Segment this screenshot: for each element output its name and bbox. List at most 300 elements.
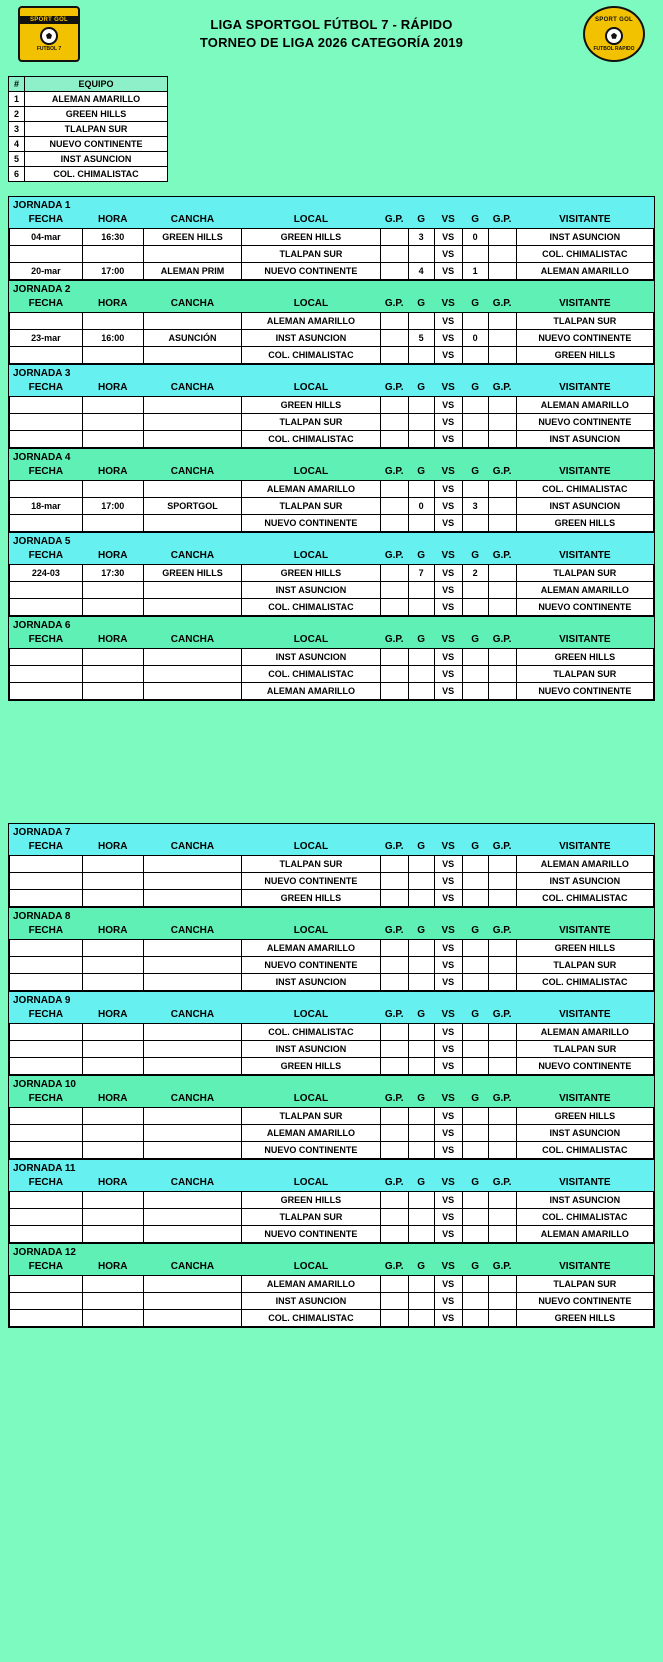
home-team: NUEVO CONTINENTE [242,263,380,280]
vs-label: VS [434,1192,462,1209]
home-goals: 0 [408,498,434,515]
match-field: GREEN HILLS [143,565,242,582]
home-goals [408,1142,434,1159]
table-row [10,599,654,616]
match-time [82,414,143,431]
jornada-schedule-table [9,381,654,448]
column-header-away-gp: G.P. [492,214,512,225]
jornada-schedule-table [9,1260,654,1327]
column-header-home-team: LOCAL [293,841,329,852]
vs-label: VS [434,330,462,347]
column-header-match-date: FECHA [28,214,64,225]
home-gp [380,397,408,414]
column-header-home-goals: G [417,841,426,852]
match-field [143,1293,242,1310]
home-gp [380,246,408,263]
column-header-away-team: VISITANTE [559,298,611,309]
match-date [10,1125,83,1142]
column-header-match-time: HORA [97,298,128,309]
column-header-match-field: CANCHA [170,634,215,645]
column-header-away-goals: G [471,1093,479,1104]
column-header-away-gp: G.P. [492,1093,512,1104]
match-time: 17:30 [82,565,143,582]
vs-label: VS [434,1226,462,1243]
away-team: GREEN HILLS [516,940,653,957]
jornada-block [8,532,655,616]
table-row [10,1226,654,1243]
column-header-match-date: FECHA [28,1261,64,1272]
away-goals [462,1108,488,1125]
match-field [143,397,242,414]
home-goals [408,683,434,700]
match-field: ALEMAN PRIM [143,263,242,280]
away-team: NUEVO CONTINENTE [516,414,653,431]
match-field [143,582,242,599]
column-header-away-team: VISITANTE [559,1261,611,1272]
home-goals [408,1276,434,1293]
column-header-match-date: FECHA [28,550,64,561]
column-header-match-field: CANCHA [170,466,215,477]
home-gp [380,565,408,582]
match-field [143,1058,242,1075]
away-team: INST ASUNCION [516,498,653,515]
table-row [9,167,168,182]
table-row [9,152,168,167]
away-gp [488,1125,516,1142]
match-date [10,1276,83,1293]
away-goals [462,873,488,890]
column-header-vs-label: VS [441,382,455,393]
column-header-match-time: HORA [97,634,128,645]
column-header-home-team: LOCAL [293,1261,329,1272]
away-goals [462,431,488,448]
home-gp [380,599,408,616]
table-row [10,873,654,890]
vs-label: VS [434,431,462,448]
home-team: NUEVO CONTINENTE [242,515,380,532]
match-date [10,649,83,666]
away-goals [462,974,488,991]
match-field: SPORTGOL [143,498,242,515]
logo-right-top-text: SPORT GOL [594,16,634,23]
team-name: INST ASUNCION [25,152,168,167]
column-header-away-goals: G [471,214,479,225]
home-gp [380,313,408,330]
away-team: NUEVO CONTINENTE [516,1293,653,1310]
home-team: COL. CHIMALISTAC [242,666,380,683]
column-header-home-team: LOCAL [293,634,329,645]
match-date [10,683,83,700]
away-team: COL. CHIMALISTAC [516,1142,653,1159]
column-header-home-goals: G [417,1009,426,1020]
jornada-title: JORNADA 2 [13,284,71,295]
table-row [10,1209,654,1226]
home-gp [380,1209,408,1226]
home-gp [380,582,408,599]
jornada-schedule-table [9,297,654,364]
jornada-title: JORNADA 8 [13,911,71,922]
match-time [82,974,143,991]
home-gp [380,1142,408,1159]
home-gp [380,957,408,974]
match-date [10,347,83,364]
jornada-title: JORNADA 9 [13,995,71,1006]
match-time [82,246,143,263]
column-header-home-gp: G.P. [384,1261,404,1272]
column-header-home-team: LOCAL [293,466,329,477]
home-team: NUEVO CONTINENTE [242,1142,380,1159]
column-header-home-goals: G [417,634,426,645]
logo-sportgol-right [583,6,645,62]
home-team: INST ASUNCION [242,1041,380,1058]
jornada-block [8,823,655,907]
table-row [10,974,654,991]
table-row [10,1142,654,1159]
home-goals [408,397,434,414]
match-field [143,890,242,907]
column-header-home-goals: G [417,1261,426,1272]
match-field [143,856,242,873]
table-row [9,107,168,122]
away-team: COL. CHIMALISTAC [516,1209,653,1226]
column-header-match-date: FECHA [28,841,64,852]
away-gp [488,414,516,431]
match-date [10,957,83,974]
home-team: NUEVO CONTINENTE [242,957,380,974]
vs-label: VS [434,974,462,991]
vs-label: VS [434,856,462,873]
column-header-vs-label: VS [441,550,455,561]
vs-label: VS [434,683,462,700]
match-field [143,1041,242,1058]
away-team: NUEVO CONTINENTE [516,1058,653,1075]
away-gp [488,397,516,414]
match-field [143,246,242,263]
away-gp [488,229,516,246]
away-goals [462,515,488,532]
column-header-away-gp: G.P. [492,1009,512,1020]
column-header-away-gp: G.P. [492,298,512,309]
column-header-home-team: LOCAL [293,550,329,561]
match-field [143,1226,242,1243]
column-header-home-gp: G.P. [384,841,404,852]
schedule-header-row [10,840,654,856]
team-number: 4 [9,137,25,152]
column-header-match-date: FECHA [28,925,64,936]
away-goals [462,1293,488,1310]
column-header-away-team: VISITANTE [559,214,611,225]
match-date [10,582,83,599]
team-number: 2 [9,107,25,122]
away-gp [488,313,516,330]
column-header-home-gp: G.P. [384,550,404,561]
away-team: GREEN HILLS [516,1108,653,1125]
away-team: COL. CHIMALISTAC [516,974,653,991]
home-team: ALEMAN AMARILLO [242,481,380,498]
away-gp [488,599,516,616]
jornada-schedule-table [9,1176,654,1243]
table-row [10,957,654,974]
vs-label: VS [434,666,462,683]
away-gp [488,1024,516,1041]
match-field [143,666,242,683]
schedule-header-row [10,924,654,940]
match-time [82,1310,143,1327]
jornada-title: JORNADA 7 [13,827,71,838]
table-row [10,330,654,347]
home-goals [408,1209,434,1226]
away-team: TLALPAN SUR [516,1041,653,1058]
home-gp [380,263,408,280]
column-header-match-field: CANCHA [170,925,215,936]
table-row [10,666,654,683]
match-time [82,856,143,873]
match-time [82,890,143,907]
match-date: 23-mar [10,330,83,347]
home-team: GREEN HILLS [242,229,380,246]
home-team: INST ASUNCION [242,1293,380,1310]
match-date [10,1192,83,1209]
column-header-away-goals: G [471,841,479,852]
match-field [143,974,242,991]
table-row [10,890,654,907]
column-header-away-team: VISITANTE [559,382,611,393]
table-row [9,92,168,107]
home-goals [408,246,434,263]
away-team: GREEN HILLS [516,649,653,666]
column-header-vs-label: VS [441,466,455,477]
away-gp [488,1226,516,1243]
away-team: INST ASUNCION [516,431,653,448]
column-header-home-gp: G.P. [384,925,404,936]
away-team: NUEVO CONTINENTE [516,599,653,616]
column-header-home-gp: G.P. [384,1177,404,1188]
match-date [10,515,83,532]
column-header-vs-label: VS [441,1009,455,1020]
column-header-home-team: LOCAL [293,1009,329,1020]
fixtures-page-1 [0,182,663,701]
column-header-match-field: CANCHA [170,550,215,561]
match-date [10,873,83,890]
away-gp [488,1108,516,1125]
away-gp [488,1276,516,1293]
home-team: GREEN HILLS [242,890,380,907]
team-number: 6 [9,167,25,182]
table-row [10,481,654,498]
away-goals [462,856,488,873]
away-goals [462,683,488,700]
home-team: ALEMAN AMARILLO [242,1276,380,1293]
column-header-away-goals: G [471,382,479,393]
home-gp [380,1058,408,1075]
column-header-vs-label: VS [441,841,455,852]
column-header-home-team: LOCAL [293,1177,329,1188]
vs-label: VS [434,1209,462,1226]
home-team: NUEVO CONTINENTE [242,1226,380,1243]
away-team: ALEMAN AMARILLO [516,1226,653,1243]
away-goals: 1 [462,263,488,280]
team-name: ALEMAN AMARILLO [25,92,168,107]
column-header-home-team: LOCAL [293,925,329,936]
vs-label: VS [434,582,462,599]
column-header-match-field: CANCHA [170,298,215,309]
match-field [143,431,242,448]
vs-label: VS [434,246,462,263]
column-header-home-goals: G [417,925,426,936]
vs-label: VS [434,1310,462,1327]
jornada-title: JORNADA 3 [13,368,71,379]
table-row [10,856,654,873]
match-date: 224-03 [10,565,83,582]
jornada-block [8,364,655,448]
schedule-header-row [10,1008,654,1024]
away-gp [488,1310,516,1327]
jornada-title: JORNADA 1 [13,200,71,211]
vs-label: VS [434,1125,462,1142]
match-date [10,1041,83,1058]
column-header-away-goals: G [471,466,479,477]
away-gp [488,873,516,890]
column-header-vs-label: VS [441,1093,455,1104]
away-gp [488,1192,516,1209]
home-goals [408,481,434,498]
column-header-away-team: VISITANTE [559,1093,611,1104]
soccer-ball-icon [40,27,58,45]
home-team: INST ASUNCION [242,649,380,666]
home-gp [380,666,408,683]
match-date [10,1209,83,1226]
table-row [10,515,654,532]
away-gp [488,683,516,700]
home-gp [380,974,408,991]
match-date [10,666,83,683]
away-goals [462,1142,488,1159]
home-gp [380,1125,408,1142]
home-team: ALEMAN AMARILLO [242,940,380,957]
vs-label: VS [434,1293,462,1310]
column-header-match-time: HORA [97,214,128,225]
column-header-away-goals: G [471,1177,479,1188]
away-gp [488,1041,516,1058]
teams-body [9,92,168,182]
match-time [82,481,143,498]
match-time [82,666,143,683]
home-gp [380,515,408,532]
column-header-match-date: FECHA [28,1009,64,1020]
away-goals [462,957,488,974]
column-header-match-field: CANCHA [170,1177,215,1188]
column-header-home-goals: G [417,550,426,561]
jornada-schedule-table [9,840,654,907]
home-gp [380,890,408,907]
team-name: COL. CHIMALISTAC [25,167,168,182]
away-team: INST ASUNCION [516,1192,653,1209]
home-gp [380,1276,408,1293]
table-row [10,940,654,957]
table-row [10,565,654,582]
table-row [10,649,654,666]
home-gp [380,1310,408,1327]
column-header-match-date: FECHA [28,382,64,393]
home-gp [380,940,408,957]
away-goals: 2 [462,565,488,582]
match-field [143,515,242,532]
away-team: GREEN HILLS [516,1310,653,1327]
match-field: ASUNCIÓN [143,330,242,347]
home-gp [380,1192,408,1209]
home-goals [408,873,434,890]
teams-header-row [9,77,168,92]
table-row [10,347,654,364]
home-gp [380,498,408,515]
match-field [143,1310,242,1327]
match-time [82,515,143,532]
home-goals [408,890,434,907]
column-header-home-goals: G [417,382,426,393]
match-field [143,1276,242,1293]
column-header-home-gp: G.P. [384,466,404,477]
column-header-match-date: FECHA [28,1177,64,1188]
away-goals [462,1058,488,1075]
match-date [10,313,83,330]
home-goals [408,1024,434,1041]
fixtures-page-2 [0,809,663,1328]
home-gp [380,1024,408,1041]
home-team: ALEMAN AMARILLO [242,1125,380,1142]
schedule-header-row [10,381,654,397]
away-gp [488,1142,516,1159]
home-goals [408,599,434,616]
vs-label: VS [434,599,462,616]
away-goals: 0 [462,229,488,246]
away-gp [488,481,516,498]
jornada-title: JORNADA 10 [13,1079,76,1090]
vs-label: VS [434,515,462,532]
home-goals [408,414,434,431]
away-team: ALEMAN AMARILLO [516,397,653,414]
match-time [82,1125,143,1142]
home-gp [380,1041,408,1058]
away-goals [462,397,488,414]
away-goals [462,1209,488,1226]
home-goals [408,1293,434,1310]
team-number: 5 [9,152,25,167]
page-break-spacer [0,701,663,809]
match-date [10,1142,83,1159]
match-time [82,582,143,599]
table-row [10,431,654,448]
home-goals [408,649,434,666]
column-header-away-gp: G.P. [492,634,512,645]
table-row [9,137,168,152]
column-header-match-field: CANCHA [170,1093,215,1104]
column-header-match-date: FECHA [28,634,64,645]
schedule-header-row [10,1176,654,1192]
away-gp [488,330,516,347]
away-team: INST ASUNCION [516,229,653,246]
column-header-match-time: HORA [97,466,128,477]
away-team: GREEN HILLS [516,515,653,532]
column-header-match-time: HORA [97,1009,128,1020]
column-header-home-team: LOCAL [293,214,329,225]
column-header-vs-label: VS [441,1261,455,1272]
away-goals: 0 [462,330,488,347]
schedule-header-row [10,633,654,649]
match-time: 16:30 [82,229,143,246]
away-team: INST ASUNCION [516,1125,653,1142]
home-gp [380,1108,408,1125]
column-header-match-time: HORA [97,1177,128,1188]
